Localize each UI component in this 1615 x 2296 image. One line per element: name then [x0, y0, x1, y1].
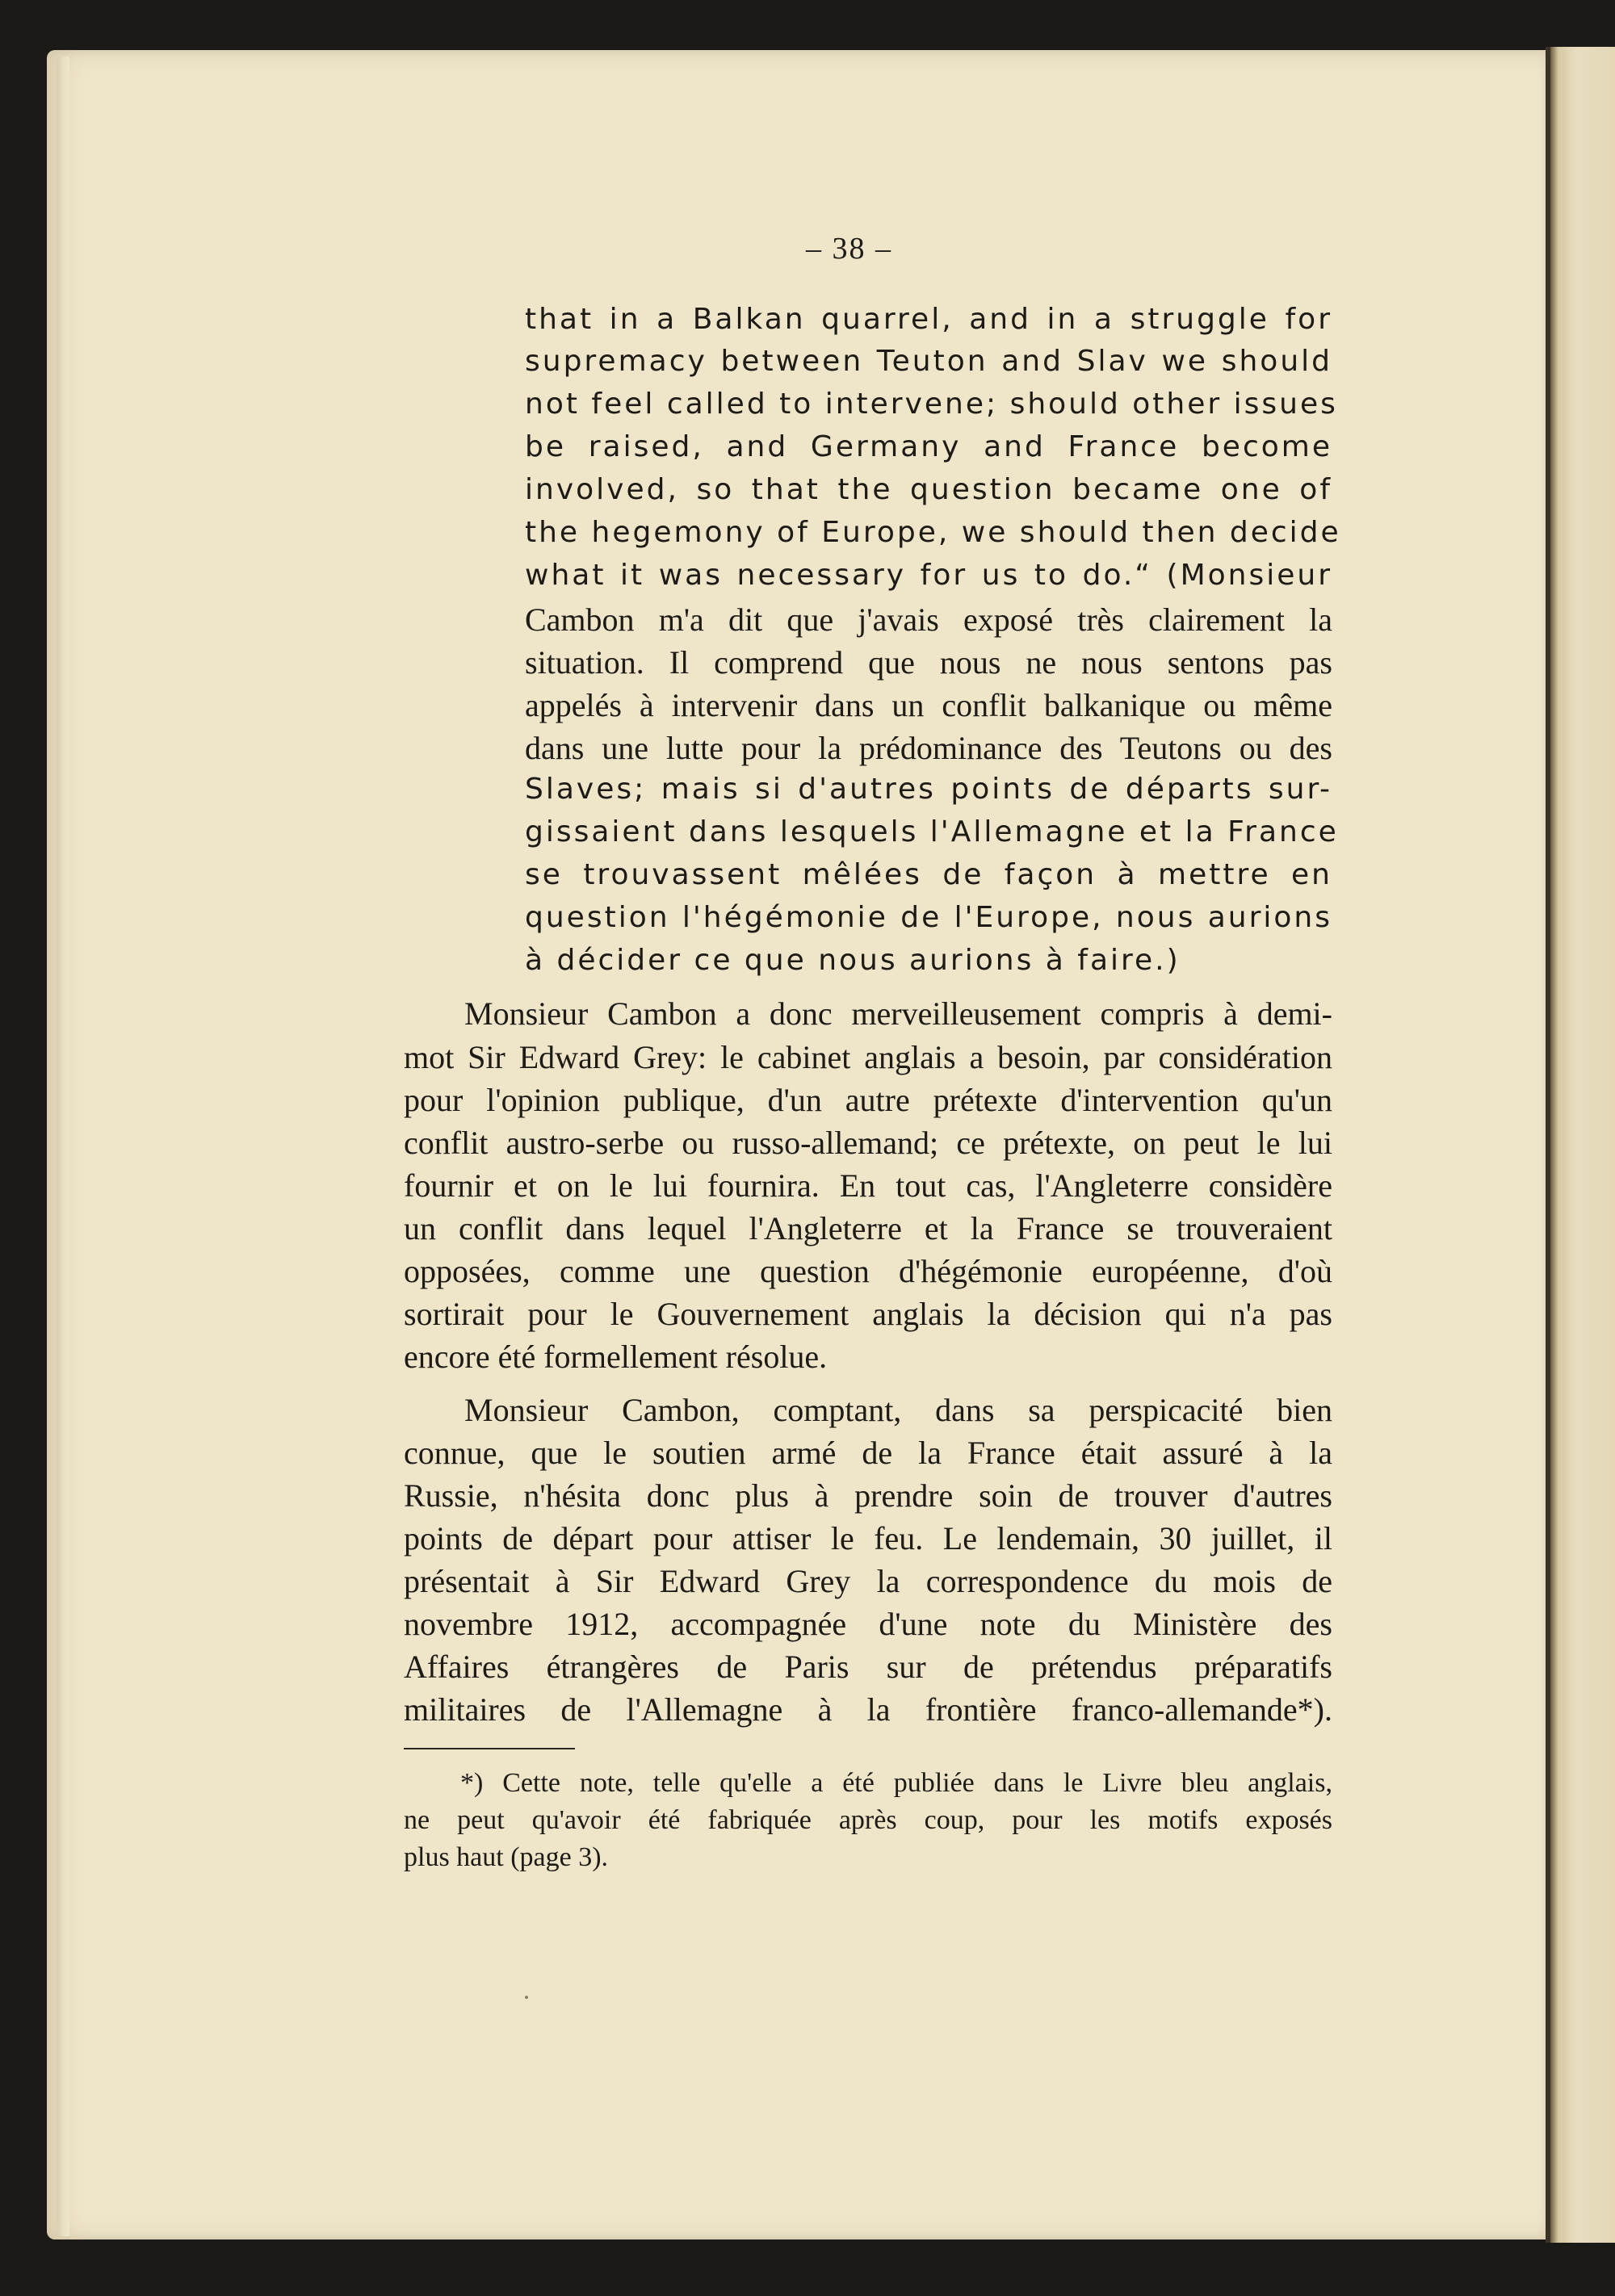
paragraph-line: un conflit dans lequel l'Angleterre et la France se trouveraient: [404, 1210, 1332, 1246]
paragraph-line: présentait à Sir Edward Grey la correspondence du mois de: [404, 1563, 1332, 1599]
quote-line: dans une lutte pour la prédominance des Teutons ou des: [525, 730, 1332, 766]
paper-speck: [525, 1996, 528, 1999]
quote-line: appelés à intervenir dans un conflit balkanique ou même: [525, 687, 1332, 723]
footnote-divider: [404, 1748, 575, 1749]
page-edge: [57, 57, 69, 2236]
paragraph-line: Affaires étrangères de Paris sur de prétendus préparatifs: [404, 1649, 1332, 1685]
footnote-line: plus haut (page 3).: [404, 1842, 609, 1872]
paragraph-line: sortirait pour le Gouvernement anglais la décision qui n'a pas: [404, 1296, 1332, 1332]
paragraph-line: encore été formellement résolue.: [404, 1339, 828, 1375]
page-number: – 38 –: [806, 232, 892, 266]
footnote-line: *) Cette note, telle qu'elle a été publiée dans le Livre bleu anglais,: [460, 1768, 1332, 1798]
paragraph-line: fournir et on le lui fournira. En tout cas, l'Angleterre considère: [404, 1167, 1332, 1204]
quote-line: involved, so that the question became one of: [525, 473, 1332, 506]
quote-line: Cambon m'a dit que j'avais exposé très clairement la: [525, 601, 1332, 638]
facing-page-edge: [1550, 47, 1615, 2243]
quote-line: à décider ce que nous aurions à faire.): [525, 944, 1181, 977]
quote-line: question l'hégémonie de l'Europe, nous aurions: [525, 901, 1332, 934]
paragraph-line: Russie, n'hésita donc plus à prendre soin de trouver d'autres: [404, 1477, 1332, 1514]
quote-line: situation. Il comprend que nous ne nous sentons pas: [525, 644, 1332, 681]
paragraph-line: pour l'opinion publique, d'un autre prétexte d'intervention qu'un: [404, 1082, 1332, 1118]
paragraph-line: mot Sir Edward Grey: le cabinet anglais a besoin, par considération: [404, 1039, 1332, 1075]
footnote-line: ne peut qu'avoir été fabriquée après coup, pour les motifs exposés: [404, 1805, 1332, 1835]
paragraph-line: points de départ pour attiser le feu. Le lendemain, 30 juillet, il: [404, 1520, 1332, 1557]
quote-line: the hegemony of Europe, we should then decide: [525, 516, 1341, 549]
paragraph-line: novembre 1912, accompagnée d'une note du Ministère des: [404, 1606, 1332, 1642]
paragraph-line: connue, que le soutien armé de la France était assuré à la: [404, 1435, 1332, 1471]
quote-line: se trouvassent mêlées de façon à mettre en: [525, 858, 1332, 891]
quote-line: not feel called to intervene; should other issues: [525, 388, 1338, 421]
quote-line: supremacy between Teuton and Slav we should: [525, 345, 1332, 378]
quote-line: be raised, and Germany and France become: [525, 430, 1332, 463]
paragraph-line: opposées, comme une question d'hégémonie européenne, d'où: [404, 1253, 1332, 1289]
paragraph-line: conflit austro-serbe ou russo-allemand; ce prétexte, on peut le lui: [404, 1125, 1332, 1161]
quote-line: Slaves; mais si d'autres points de départs sur-: [525, 773, 1332, 806]
paragraph-line: Monsieur Cambon, comptant, dans sa perspicacité bien: [464, 1392, 1332, 1428]
paragraph-line: Monsieur Cambon a donc merveilleusement compris à demi-: [464, 995, 1332, 1032]
paragraph-line: militaires de l'Allemagne à la frontière franco-allemande*).: [404, 1691, 1332, 1728]
quote-line: what it was necessary for us to do.“ (Monsieur: [525, 559, 1332, 592]
quote-line: gissaient dans lesquels l'Allemagne et la France: [525, 815, 1339, 848]
quote-line: that in a Balkan quarrel, and in a struggle for: [525, 303, 1332, 336]
